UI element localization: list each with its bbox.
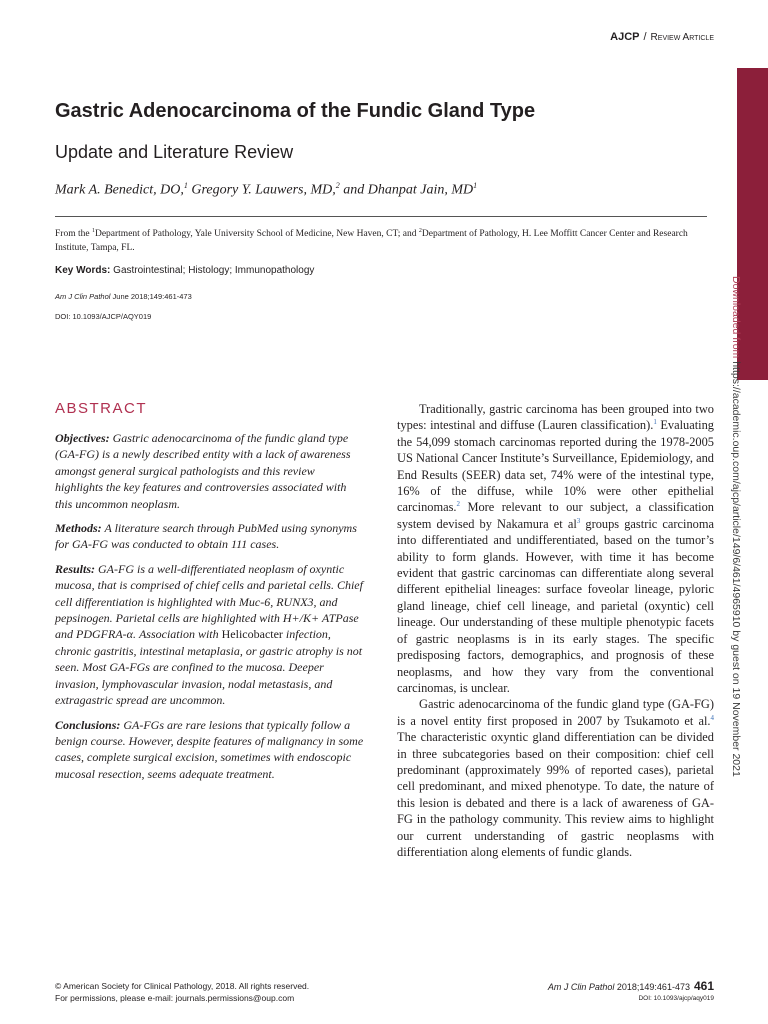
running-header	[610, 31, 714, 43]
doi-line: DOI: 10.1093/AJCP/AQY019	[55, 312, 152, 321]
abstract-objectives: Objectives: Gastric adenocarcinoma of the fundic gland type (GA-FG) is a newly described entity with a lack of awareness amongst general surgical pathologists and this review highlights the key features and controversies associated with this uncommon neoplasm.	[55, 431, 351, 511]
abstract-body	[55, 430, 365, 790]
journal-abbrev: AJCP	[610, 31, 640, 43]
author-affiliation-mark: 2	[335, 181, 340, 190]
author-list	[55, 181, 477, 199]
footer-copyright	[55, 980, 309, 1004]
body-paragraph: Gastric adenocarcinoma of the fundic gland type (GA-FG) is a novel entity first proposed in 2007 by Tsukamoto et al.$^4$ The characteristic oxyntic gland differentiation can be divided in three subcategories based on their composition: chief cell predominant (approximately 99% of reported cases), parietal cell predominant, and mixed phenotype. To date, the nature of this lesion is debated and there is a lack of awareness of GA-FG in the pathology community. This review aims to highlight our current understanding of gastric neoplasms with differentiation along elements of fundic glands.	[397, 697, 714, 859]
author-joiner: and	[339, 182, 368, 198]
citation-line: Am J Clin Pathol June 2018;149:461-473	[55, 292, 192, 301]
author-name: Dhanpat Jain, MD	[367, 182, 474, 198]
body-paragraph: Traditionally, gastric carcinoma has been grouped into two types: intestinal and diffuse (Lauren classification).$^1$ Evaluating the 54,099 stomach carcinomas reported during the 1978-2005 US National Cancer Institute’s Surveillance, Epidemiology, and End Results (SEER) data set, 74% were of the intestinal type, 16% of the diffuse, while 10% were other epithelial carcinomas.$^2$ More relevant to our subject, a classification system devised by Nakamura et $al^3$ groups gastric carcinoma into differentiated and undifferentiated, based on the tumor’s ability to form glands. However, with time it has become evident that gastric carcinomas can differentiate along several different epithelial lineages: surface foveolar lineage, pyloric gland lineage, chief cell lineage, and parietal (oxyntic) cell lineage. Our understanding of these multiple phenotypic facets of gastric neoplasms is in its early stages. The specific predisposing factors, demographics, and prognosis of these neoplasms, and how they vary from the conventional carcinomas, is unclear.	[397, 402, 715, 695]
abstract-heading: ABSTRACT	[55, 400, 148, 417]
abstract-conclusions: Conclusions: GA-FGs are rare lesions that typically follow a benign course. However, despite features of malignancy in some cases, complete surgical excision, sometimes with endoscopic mucosal resection, seems adequate treatment.	[55, 717, 364, 781]
author-name: Mark A. Benedict, DO,	[55, 182, 184, 198]
reference-link[interactable]: 4	[710, 713, 714, 722]
keywords	[55, 265, 314, 276]
author-name: Gregory Y. Lauwers, MD,	[191, 182, 336, 198]
article-title: Gastric Adenocarcinoma of the Fundic Gland Type	[55, 100, 536, 122]
header-divider	[55, 216, 707, 217]
abstract-results: Results: GA-FG is a well-differentiated neoplasm of oxyntic mucosa, that is comprised of chief cells and parietal cells. Chief cell differentiation is highlighted with Muc-6, RUNX3, and pepsinogen. Parietal cells are highlighted with H+/K+ ATPase and PDGFRA-α. Association with Helicobacter infection, chronic gastritis, intestinal metaplasia, or gastric atrophy is not seen. Most GA-FGs are confined to the mucosa. Deeper invasion, lymphovascular invasion, nodal metastasis, and extragastric spread are uncommon.	[55, 561, 363, 708]
reference-link[interactable]: 1	[653, 418, 657, 427]
body-column	[397, 401, 714, 860]
footer-citation: Am J Clin Pathol 2018;149:461-473 461	[547, 979, 714, 993]
abstract-methods: Methods: A literature search through PubMed using synonyms for GA-FG was conducted to obtain 111 cases.	[55, 521, 357, 552]
footer-doi: DOI: 10.1093/ajcp/aqy019	[638, 995, 714, 1002]
download-url[interactable]: https://academic.oup.com/ajcp/article/149/6/461/4965910 by guest on 19 November 2021	[730, 361, 742, 777]
author-affiliation-mark: 1	[183, 181, 188, 190]
author-affiliation-mark: 1	[473, 181, 478, 190]
page-number: 461	[693, 979, 714, 993]
permissions-text: For permissions, please e-mail: journals.permissions@oup.com	[55, 993, 295, 1003]
reference-link[interactable]: 2	[456, 500, 461, 509]
section-label: Review Article	[650, 32, 714, 43]
download-watermark	[730, 276, 742, 777]
header-separator: /	[643, 31, 647, 43]
reference-link[interactable]: 3	[576, 516, 581, 525]
copyright-text: © American Society for Clinical Pathology, 2018. All rights reserved.	[55, 981, 310, 991]
keywords-label: Key Words:	[55, 265, 111, 276]
download-prefix: Downloaded from	[730, 276, 742, 362]
article-subtitle: Update and Literature Review	[55, 142, 294, 162]
keywords-list: Gastrointestinal; Histology; Immunopathology	[110, 265, 315, 276]
affiliations: From the $^1$Department of Pathology, Yale University School of Medicine, New Haven, CT; and $^2$Department of Pathology, H. Lee Moffitt Cancer Center and Research Institute, Tampa, FL.	[55, 228, 688, 254]
